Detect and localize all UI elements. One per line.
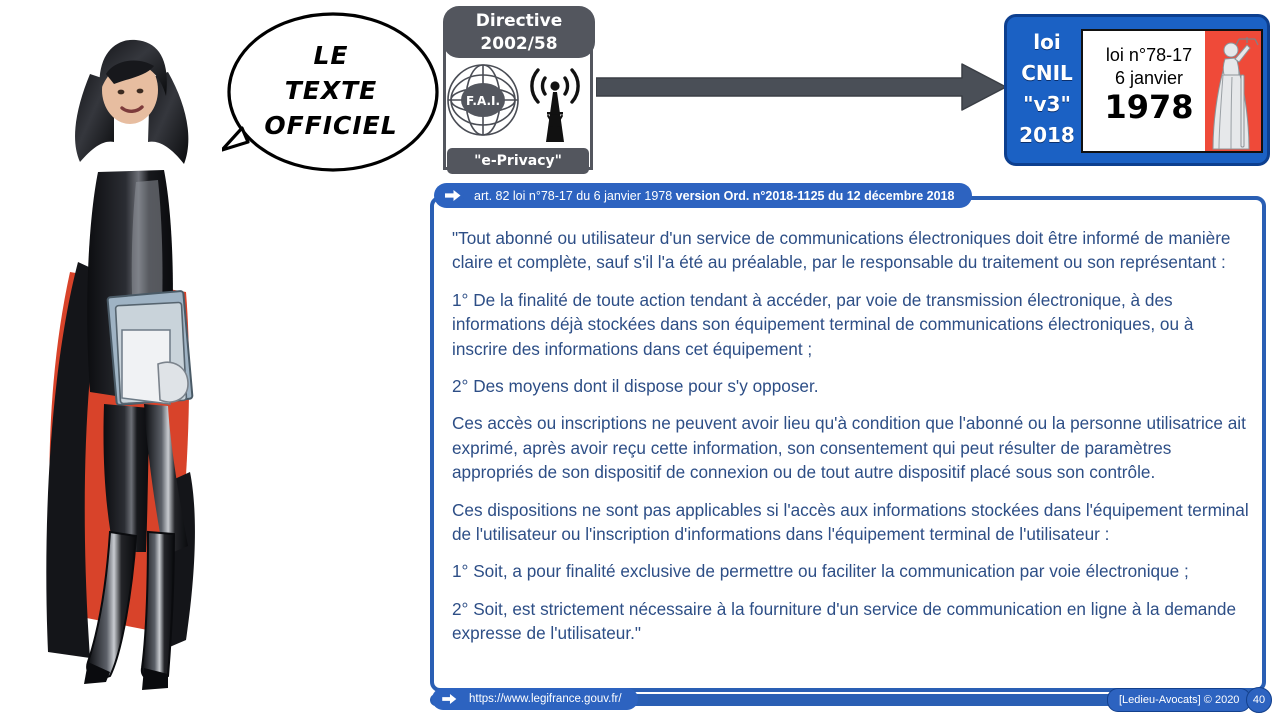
page-number-badge xyxy=(1246,687,1272,713)
flow-arrow xyxy=(596,62,1008,112)
reference-text-bold: version Ord. n°2018-1125 du 12 décembre 2018 xyxy=(675,188,955,203)
directive-icons-svg xyxy=(447,54,589,146)
cnil-law-card xyxy=(1081,29,1263,153)
loi-cnil-box xyxy=(1004,14,1270,166)
credit-badge xyxy=(1107,688,1251,712)
speech-bubble xyxy=(222,8,440,176)
source-url-text: https://www.legifrance.gouv.fr/ xyxy=(469,693,622,705)
cnil-card-text xyxy=(1087,44,1211,90)
article-paragraph: "Tout abonné ou utilisateur d'un service de communications électroniques doit être informé de manière claire et complète, sauf s'il l'a été au préalable, par le responsable du traitement ou son représentant : xyxy=(452,228,1231,273)
article-paragraph: 1° De la finalité de toute action tendant à accéder, par voie de transmission électronique, à des informations déjà stockées dans son équipement terminal de communications électroniques, ou à inscrire des informations dans cet équipement ; xyxy=(452,289,1194,359)
cnil-card-line1: loi n°78-17 xyxy=(1105,45,1193,65)
eye-right xyxy=(137,89,144,94)
radio-tower-icon xyxy=(546,81,564,142)
globe-label: F.A.I. xyxy=(465,94,501,108)
right-arrow-icon xyxy=(596,62,1008,112)
article-paragraph: Ces accès ou inscriptions ne peuvent avoir lieu qu'à condition que l'abonné ou la personne utilisatrice ait exprimé, après avoir reçu cette information, son consentement qui peut résulter de paramètres appropriés de son dispositif de connexion ou de tout autre dispositif placé sous son contrôle. xyxy=(452,413,1246,483)
arrow-bullet-glyph xyxy=(445,190,461,201)
page-number: 40 xyxy=(1252,694,1266,706)
reference-banner xyxy=(434,183,972,208)
lady-justice-icon xyxy=(1205,31,1261,153)
reference-text xyxy=(474,189,954,203)
bubble-line-1: LE xyxy=(313,41,349,70)
cnil-label-line3: "v3" xyxy=(1023,92,1071,116)
cnil-card-line2: 6 janvier xyxy=(1114,68,1184,88)
article-paragraph: 1° Soit, a pour finalité exclusive de permettre ou faciliter la communication par voie électronique ; xyxy=(452,561,1189,582)
speech-bubble-text xyxy=(222,38,440,143)
reference-text-normal: art. 82 loi n°78-17 du 6 janvier 1978 xyxy=(474,188,676,203)
arrow-bullet-glyph xyxy=(442,694,457,704)
article-paragraph: 2° Soit, est strictement nécessaire à la fourniture d'un service de communication en ligne à la demande expresse de l'utilisateur." xyxy=(452,598,1237,644)
character-svg xyxy=(18,12,248,712)
directive-2002-58-box xyxy=(437,6,599,174)
credit-text: [Ledieu-Avocats] © 2020 xyxy=(1119,694,1240,706)
directive-header-line1: Directive xyxy=(475,11,563,31)
directive-header xyxy=(443,6,595,58)
arrow-bullet-icon xyxy=(442,185,464,207)
directive-footer-label: "e-Privacy" xyxy=(447,148,589,174)
leg-left xyxy=(103,404,150,552)
directive-icons xyxy=(447,54,589,146)
source-link[interactable] xyxy=(432,688,638,710)
eye-left xyxy=(118,90,125,95)
article-paragraph: Ces dispositions ne sont pas applicables si l'accès aux informations stockées dans l'équipement terminal de l'utilisateur ou l'inscription d'informations dans l'équipement terminal de l'utilisateur : xyxy=(452,499,1249,545)
bubble-line-2: TEXTE xyxy=(284,76,378,105)
article-paragraph: 2° Des moyens dont il dispose pour s'y opposer. xyxy=(452,376,819,397)
cnil-label-line1: loi xyxy=(1033,30,1061,54)
directive-header-line2: 2002/58 xyxy=(480,34,558,54)
cnil-label xyxy=(1013,27,1081,151)
arrow-bullet-icon xyxy=(438,688,460,710)
statue-panel xyxy=(1205,31,1261,151)
cnil-label-line2: CNIL xyxy=(1021,61,1073,85)
article-body xyxy=(452,226,1250,659)
cnil-card-year: 1978 xyxy=(1104,88,1194,126)
comic-woman-illustration xyxy=(18,12,248,712)
bubble-line-3: OFFICIEL xyxy=(264,111,398,140)
cnil-label-line4: 2018 xyxy=(1019,123,1075,147)
